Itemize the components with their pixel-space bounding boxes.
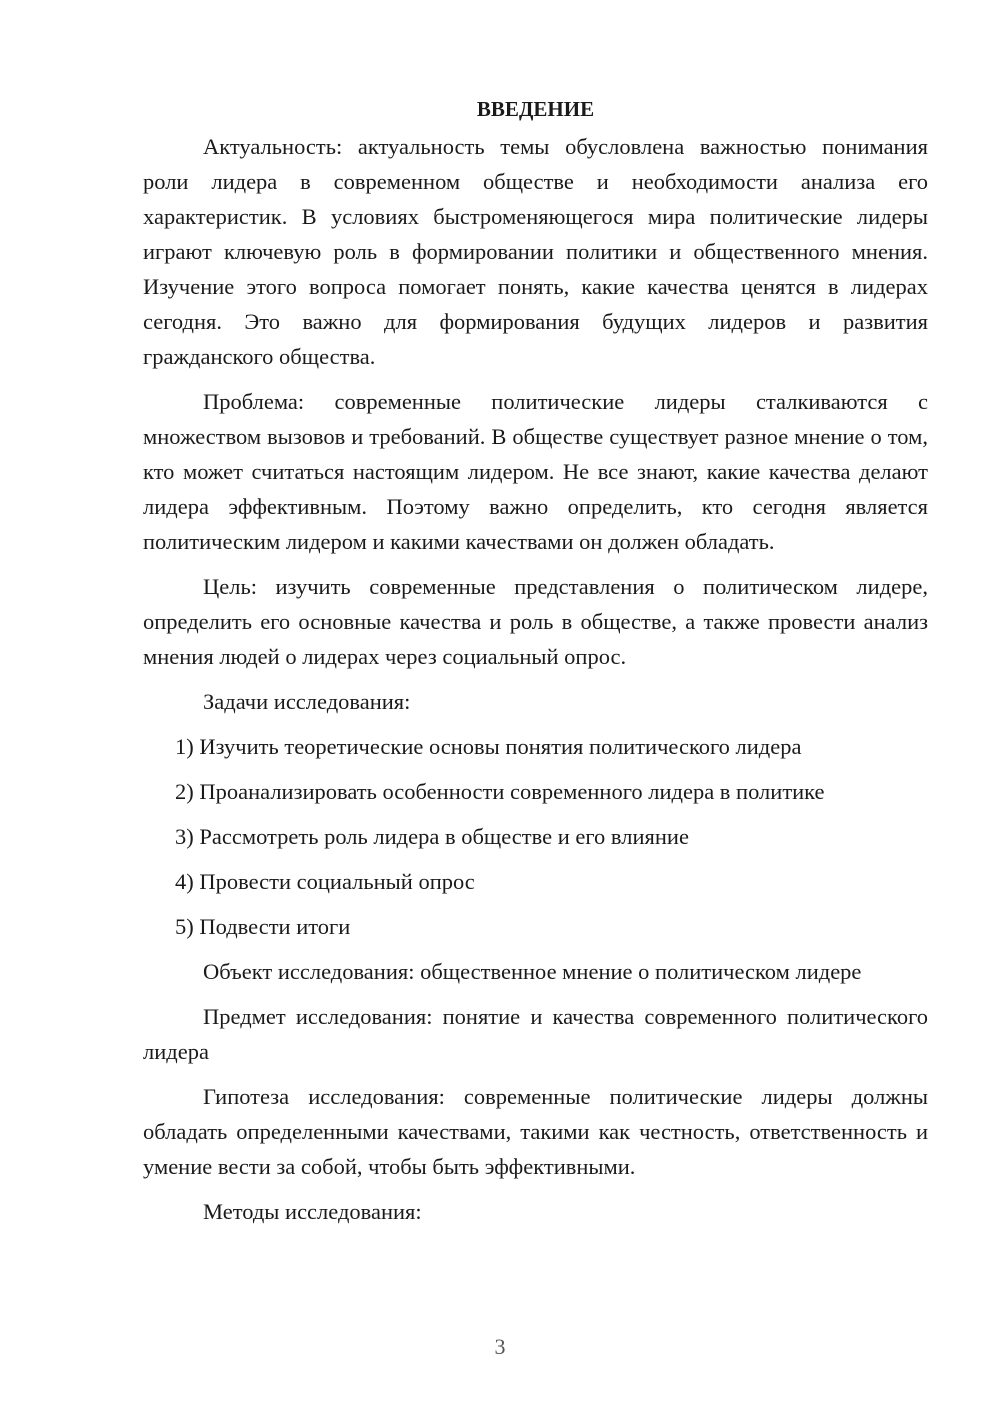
goal-paragraph: Цель: изучить современные представления о политическом лидере, определить его основные качества и роль в обществе, а также провести анализ мнения людей о лидерах через социальный опрос. [143,574,928,669]
list-item: 5) Подвести итоги [175,914,351,939]
hypothesis-paragraph: Гипотеза исследования: современные политические лидеры должны обладать определенными качествами, такими как честность, ответственность и умение вести за собой, чтобы быть эффективными. [143,1084,928,1179]
methods-heading: Методы исследования: [203,1199,422,1224]
subject-paragraph: Предмет исследования: понятие и качества современного политического лидера [143,1004,928,1064]
tasks-list [143,729,928,944]
page-number: 3 [494,1334,506,1359]
relevance-paragraph: Актуальность: актуальность темы обусловлена важностью понимания роли лидера в современном обществе и необходимости анализа его характеристик. В условиях быстроменяющегося мира политические лидеры играют ключевую роль в формировании политики и общественного мнения. Изучение этого вопроса помогает понять, какие качества ценятся в лидерах сегодня. Это важно для формирования будущих лидеров и развития гражданского общества. [143,134,928,369]
document-page [143,92,928,1239]
list-item: 4) Провести социальный опрос [175,869,475,894]
object-paragraph: Объект исследования: общественное мнение о политическом лидере [203,959,862,984]
list-item: 2) Проанализировать особенности современного лидера в политике [175,779,825,804]
section-title: ВВЕДЕНИЕ [476,97,595,121]
list-item: 1) Изучить теоретические основы понятия политического лидера [175,734,802,759]
list-item: 3) Рассмотреть роль лидера в обществе и его влияние [175,824,689,849]
tasks-heading: Задачи исследования: [203,689,411,714]
problem-paragraph: Проблема: современные политические лидеры сталкиваются с множеством вызовов и требований. В обществе существует разное мнение о том, кто может считаться настоящим лидером. Не все знают, какие качества делают лидера эффективным. Поэтому важно определить, кто сегодня является политическим лидером и какими качествами он должен обладать. [143,389,928,554]
